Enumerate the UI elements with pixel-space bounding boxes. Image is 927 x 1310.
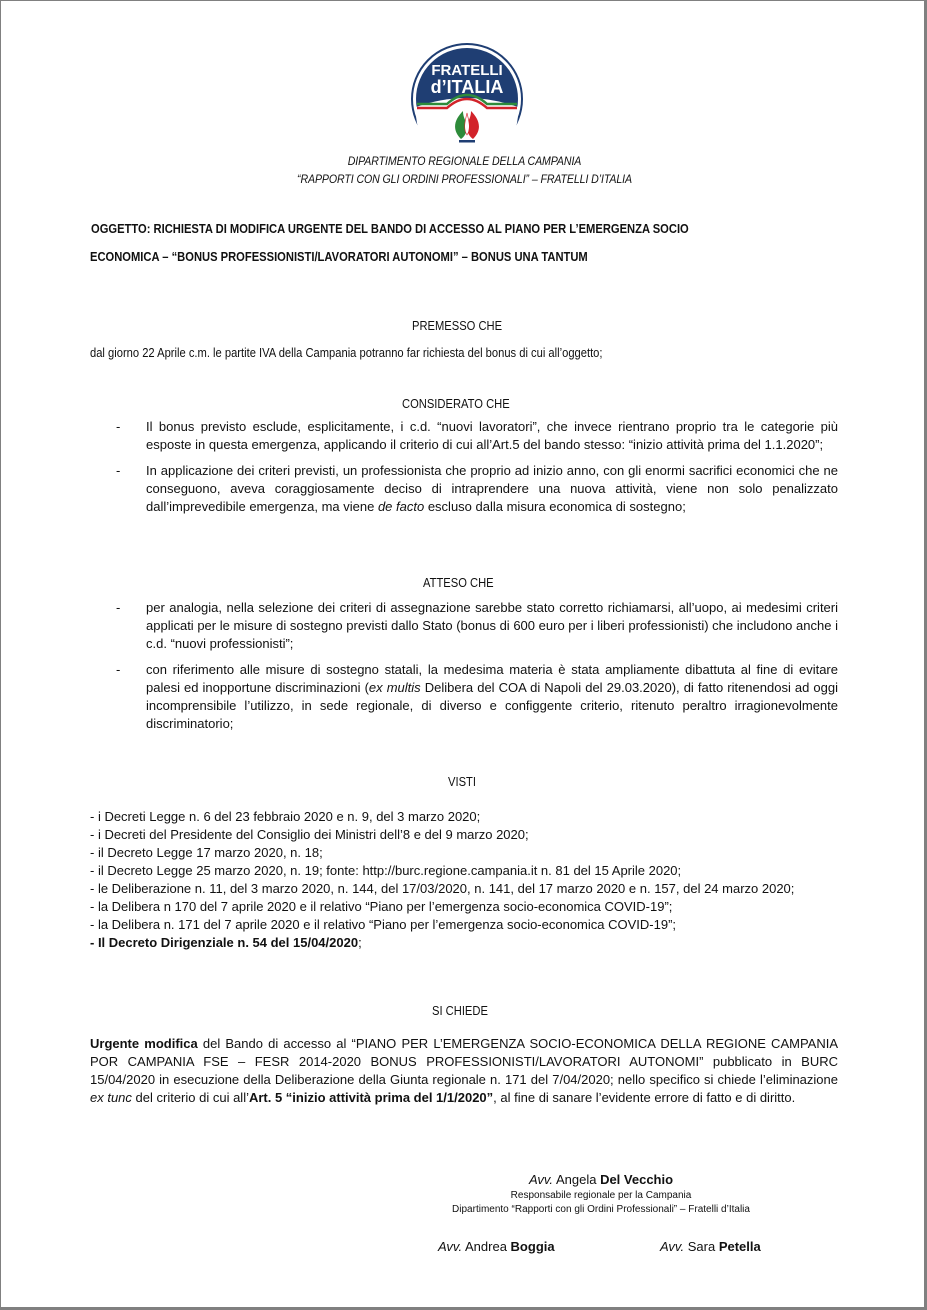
visti-item-last <box>90 934 850 952</box>
heading-premesso-text: PREMESSO CHE <box>412 318 503 333</box>
visti-item: - i Decreti Legge n. 6 del 23 febbraio 2020 e n. 9, del 3 marzo 2020; <box>90 809 481 824</box>
bullet-dash: - <box>116 662 121 677</box>
si-chiede-text-2: del criterio di cui all’ <box>131 1090 249 1105</box>
fratelli-ditalia-logo <box>411 43 523 155</box>
department-line-2: “RAPPORTI CON GLI ORDINI PROFESSIONALI” – FRATELLI D’ITALIA <box>297 174 632 186</box>
logo-text-ditalia: d’ITALIA <box>430 77 504 97</box>
visti-list <box>90 808 850 952</box>
signature-left <box>438 1238 555 1256</box>
signature-first-name: Sara <box>687 1239 716 1254</box>
subject-line-1: OGGETTO: RICHIESTA DI MODIFICA URGENTE DEL BANDO DI ACCESSO AL PIANO PER L’EMERGENZA SOCIO <box>91 221 689 236</box>
subject-line-2: ECONOMICA – “BONUS PROFESSIONISTI/LAVORATORI AUTONOMI” – BONUS UNA TANTUM <box>90 249 588 264</box>
bold-art-5: Art. 5 “inizio attività prima del 1/1/2020” <box>248 1090 494 1105</box>
atteso-item-text-tail: Delibera del COA di Napoli del 29.03.2020), di fatto ritenendosi ad oggi incomprensibile l’utilizzo, in sede regionale, di diverso e configgente criterio, ritenuto peraltro irragionevolmente discriminatorio; <box>146 680 838 731</box>
signature-first-name: Andrea <box>465 1239 507 1254</box>
atteso-item-text: per analogia, nella selezione dei criteri di assegnazione sarebbe stato corretto richiamarsi, all’uopo, ai medesimi criteri applicati per le misure di sostegno previsti dallo Stato (bonus di 600 euro per i liberi professionisti) che includono anche i c.d. “nuovi professionisti”; <box>146 600 838 651</box>
atteso-list <box>116 599 838 741</box>
considerato-item <box>116 418 838 454</box>
heading-si-chiede <box>1 1002 927 1020</box>
heading-considerato <box>1 395 927 413</box>
visti-item: - la Delibera n. 171 del 7 aprile 2020 e il relativo “Piano per l’emergenza socio-economica COVID-19”; <box>90 917 677 932</box>
heading-considerato-text: CONSIDERATO CHE <box>401 396 510 411</box>
heading-visti <box>1 773 927 791</box>
signature-role: Responsabile regionale per la Campania <box>510 1190 692 1201</box>
italic-ex-tunc: ex tunc <box>90 1090 132 1105</box>
visti-item-tail: ; <box>358 935 362 950</box>
signature-last-name: Del Vecchio <box>600 1172 674 1187</box>
signature-last-name: Petella <box>718 1239 761 1254</box>
visti-item: - il Decreto Legge 17 marzo 2020, n. 18; <box>90 845 323 860</box>
visti-item: - la Delibera n 170 del 7 aprile 2020 e il relativo “Piano per l’emergenza socio-economica COVID-19”; <box>90 899 673 914</box>
si-chiede-text-3: , al fine di sanare l’evidente errore di fatto e di diritto. <box>493 1090 796 1105</box>
visti-item: - il Decreto Legge 25 marzo 2020, n. 19; fonte: http://burc.regione.campania.it n. 81 del 15 Aprile 2020; <box>90 863 682 878</box>
department-line-1: DIPARTIMENTO REGIONALE DELLA CAMPANIA <box>347 156 582 168</box>
logo-text-fratelli: FRATELLI <box>431 62 503 79</box>
atteso-item <box>116 599 838 653</box>
considerato-list <box>116 418 838 524</box>
bold-urgente-modifica: Urgente modifica <box>90 1036 198 1051</box>
heading-atteso <box>1 574 927 592</box>
premesso-text: dal giorno 22 Aprile c.m. le partite IVA della Campania potranno far richiesta del bonus di cui all’oggetto; <box>90 345 603 360</box>
heading-premesso <box>1 317 927 335</box>
visti-item: - i Decreti del Presidente del Consiglio dei Ministri dell’8 e del 9 marzo 2020; <box>90 827 529 842</box>
considerato-item-text: In applicazione dei criteri previsti, un professionista che proprio ad inizio anno, con gli enormi sacrifici economici che ne conseguono, aveva coraggiosamente deciso di intraprendere una nuova attività, viene non solo penalizzato dall’imprevedibile emergenza, ma viene <box>146 463 838 514</box>
signature-title: Avv. <box>438 1239 463 1254</box>
visti-item-bold: - Il Decreto Dirigenziale n. 54 del 15/04/2020 <box>90 935 359 950</box>
heading-atteso-text: ATTESO CHE <box>423 575 495 590</box>
signature-first-name: Angela <box>555 1172 597 1187</box>
visti-item: - le Deliberazione n. 11, del 3 marzo 2020, n. 144, del 17/03/2020, n. 141, del 17 marzo 2020 e n. 157, del 24 marzo 2020; <box>90 881 795 896</box>
considerato-item <box>116 462 838 516</box>
atteso-item-text: con riferimento alle misure di sostegno statali, la medesima materia è stata ampliamente dibattuta al fine di evitare palesi ed inopportune discriminazioni ( <box>146 662 838 695</box>
considerato-item-text-tail: escluso dalla misura economica di sostegno; <box>424 499 686 514</box>
signature-dept: Dipartimento “Rapporti con gli Ordini Professionali” – Fratelli d’Italia <box>452 1204 750 1215</box>
signature-title: Avv. <box>660 1239 685 1254</box>
si-chiede-text <box>90 1035 838 1107</box>
bullet-dash: - <box>116 600 121 615</box>
signature-title: Avv. <box>528 1172 554 1187</box>
italic-ex-multis: ex multis <box>368 680 421 695</box>
considerato-item-text: Il bonus previsto esclude, esplicitamente, i c.d. “nuovi lavoratori”, che invece rientrano proprio tra le categorie più esposte in questa emergenza, applicando il criterio di cui all’Art.5 del bando stesso: “inizio attività prima del 1.1.2020”; <box>146 419 838 452</box>
signature-main <box>401 1171 801 1217</box>
heading-si-chiede-text: SI CHIEDE <box>431 1003 488 1018</box>
bullet-dash: - <box>116 463 121 478</box>
atteso-item <box>116 661 838 733</box>
heading-visti-text: VISTI <box>448 774 477 789</box>
signature-main-name <box>401 1171 801 1189</box>
italic-de-facto: de facto <box>377 499 425 514</box>
signature-right <box>660 1238 761 1256</box>
si-chiede-text-1: del Bando di accesso al “PIANO PER L’EMERGENZA SOCIO-ECONOMICA DELLA REGIONE CAMPANIA POR CAMPANIA FSE – FESR 2014-2020 BONUS PROFESSIONISTI/LAVORATORI AUTONOMI” pubblicato in BURC 15/04/2020 in esecuzione della Deliberazione della Giunta regionale n. 171 del 7/04/2020; nello specifico si chiede l’eliminazione <box>90 1036 838 1087</box>
bullet-dash: - <box>116 419 121 434</box>
signature-last-name: Boggia <box>510 1239 555 1254</box>
